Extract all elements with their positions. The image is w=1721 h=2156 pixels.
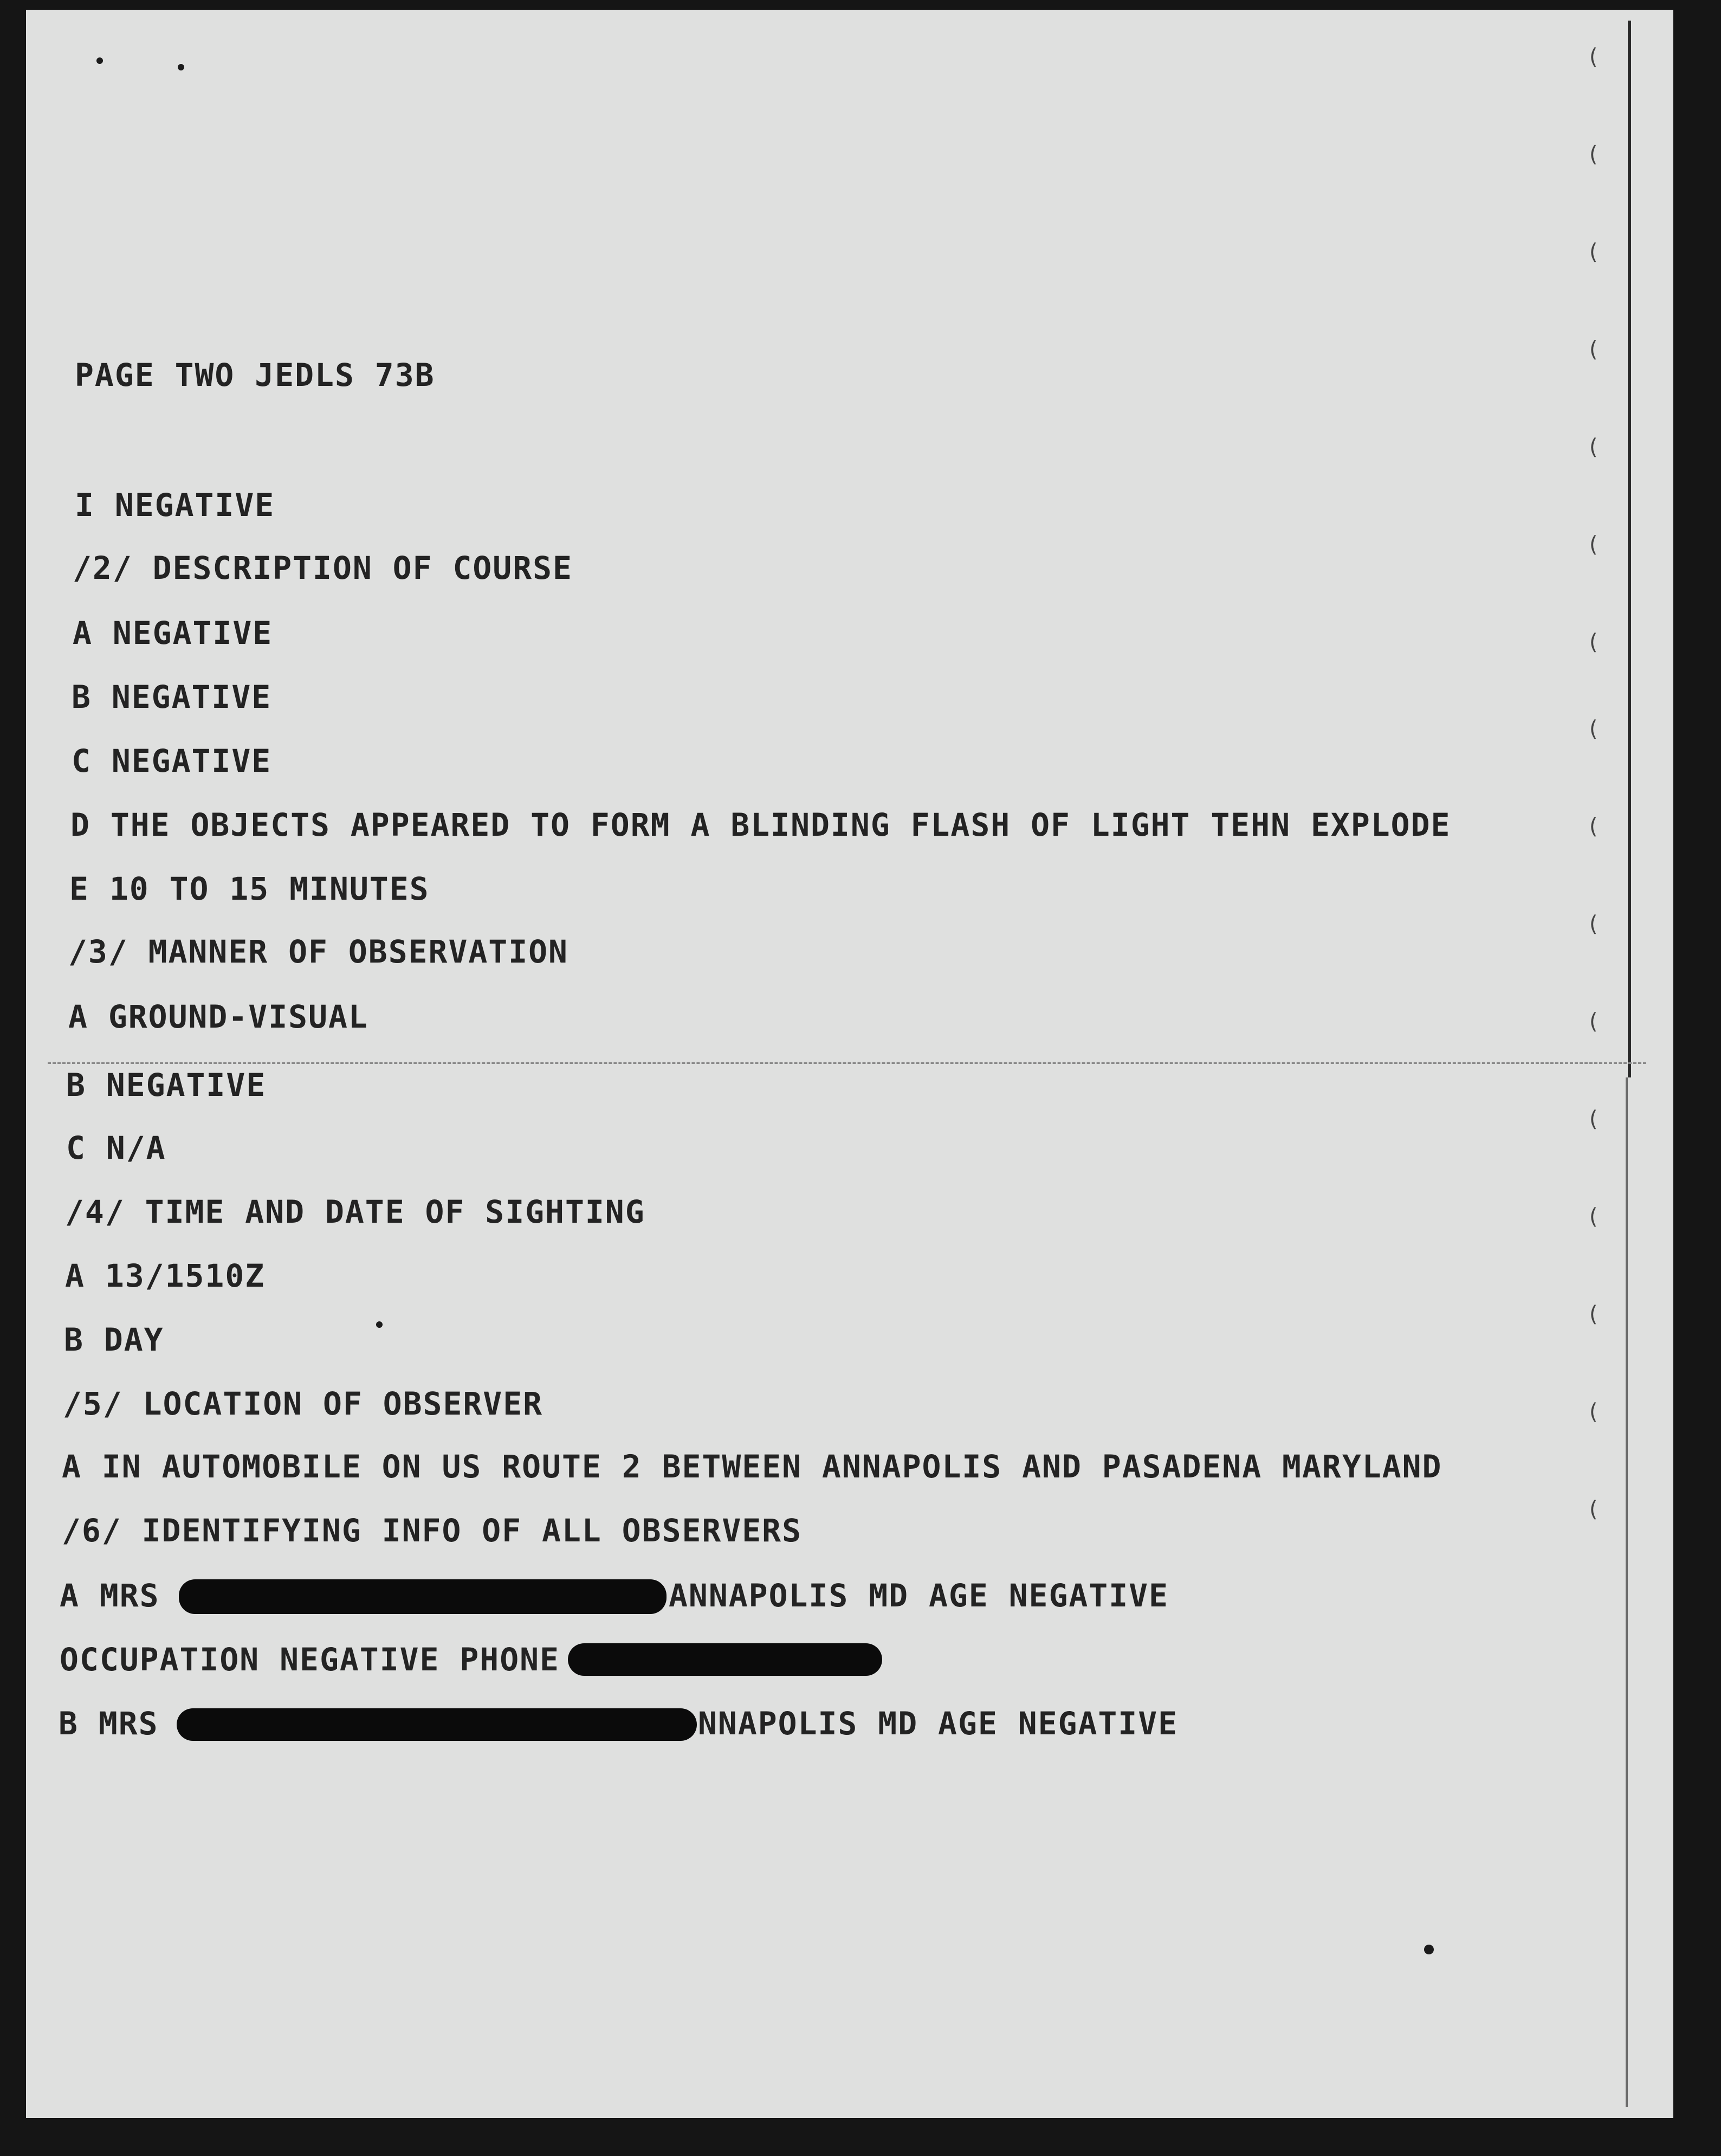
tractor-edge-line: [1628, 21, 1631, 1077]
item-2c: C NEGATIVE: [72, 743, 272, 779]
section-6-heading: /6/ IDENTIFYING INFO OF ALL OBSERVERS: [62, 1512, 803, 1549]
item-2d: D THE OBJECTS APPEARED TO FORM A BLINDING FLASH OF LIGHT TEHN EXPLODE: [70, 806, 1451, 843]
observer-a-prefix: A MRS: [60, 1577, 160, 1614]
item-2a: A NEGATIVE: [73, 615, 273, 651]
section-5-heading: /5/ LOCATION OF OBSERVER: [63, 1385, 544, 1422]
item-3c: C N/A: [66, 1129, 166, 1166]
item-5a: A IN AUTOMOBILE ON US ROUTE 2 BETWEEN ANNAPOLIS AND PASADENA MARYLAND: [62, 1448, 1442, 1485]
redaction-bar: [179, 1579, 667, 1614]
item-4b: B DAY: [64, 1321, 164, 1358]
observer-a-occupation: OCCUPATION NEGATIVE PHONE: [60, 1641, 560, 1678]
item-4a: A 13/1510Z: [65, 1257, 266, 1294]
item-3a: A GROUND-VISUAL: [68, 998, 368, 1035]
ink-speck: [96, 57, 103, 64]
item-2b: B NEGATIVE: [72, 679, 272, 715]
ink-speck: [1424, 1945, 1434, 1954]
ink-speck: [376, 1321, 383, 1328]
item-1: I NEGATIVE: [75, 487, 275, 524]
section-4-heading: /4/ TIME AND DATE OF SIGHTING: [65, 1193, 645, 1230]
observer-b-suffix: NNAPOLIS MD AGE NEGATIVE: [698, 1705, 1179, 1742]
tractor-edge-line-lower: [1626, 1077, 1628, 2107]
tractor-feed-holes: ( ( ( ( ( ( ( ( ( ( ( ( ( ( ( (: [1587, 44, 1600, 1522]
page-header: PAGE TWO JEDLS 73B: [75, 357, 435, 393]
section-3-heading: /3/ MANNER OF OBSERVATION: [68, 933, 568, 970]
redaction-bar: [177, 1708, 697, 1741]
perforation-fold: [48, 1062, 1646, 1066]
observer-b-prefix: B MRS: [59, 1705, 159, 1742]
item-2e: E 10 TO 15 MINUTES: [69, 870, 430, 907]
ink-speck: [178, 64, 184, 70]
item-3b: B NEGATIVE: [66, 1067, 267, 1103]
redaction-bar: [568, 1643, 882, 1676]
section-2-heading: /2/ DESCRIPTION OF COURSE: [73, 550, 573, 586]
observer-a-suffix: ANNAPOLIS MD AGE NEGATIVE: [669, 1577, 1169, 1614]
teletype-page: [26, 10, 1673, 2118]
